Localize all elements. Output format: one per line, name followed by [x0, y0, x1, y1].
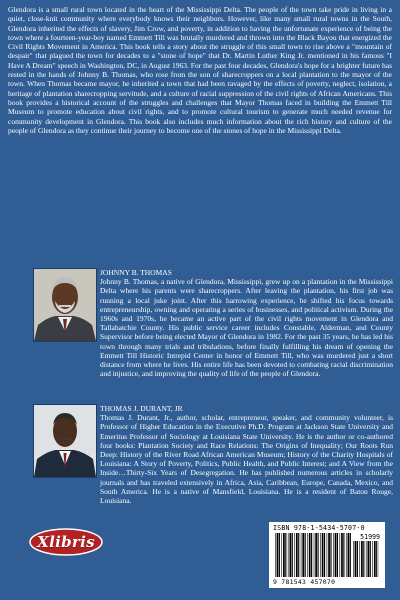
- barcode-bar: [301, 533, 302, 577]
- barcode-bar: [355, 541, 357, 577]
- barcode-bar: [328, 533, 330, 577]
- barcode-bar: [341, 533, 343, 577]
- barcode-bar: [324, 533, 325, 577]
- barcode-bar: [366, 541, 367, 577]
- barcode-bar: [277, 533, 279, 577]
- author-bio: Thomas J. Durant, Jr., author, scholar, entrepreneur, speaker, and community volunteer, is Professor of Higher Education in the Executive Ph.D. Program at Jackson State University and Emeritus Professor of Sociology at Louisiana State University. He is the author or co-authored four books: Plantation Society and Race Relations: The Origins of Inequality; Our Roots Run Deep: History of the River Road African American Museum; History of the Charity Hospitals of Louisiana: A Story of Poverty, Politics, Public Health, and Public Interest; and A View from the Inside…Thirty-Six Years of Desegregation. He has published numerous articles in scholarly journals and has traveled extensively in Africa, Asia, Caribbean, Europe, Canada, Mexico, and South America. He is a native of Mansfield, Louisiana. He is a resident of Baton Rouge, Louisiana.: [100, 413, 393, 506]
- barcode-bar: [322, 533, 324, 577]
- barcode-bar: [337, 533, 338, 577]
- barcode-bar: [368, 541, 370, 577]
- barcode-bar: [327, 533, 328, 577]
- author-bio-text-durant: [100, 404, 393, 505]
- barcode-bar: [376, 541, 377, 577]
- book-description: Glendora is a small rural town located in the heart of the Mississippi Delta. The people of the town take pride in living in a quiet, close-knit community where everybody knows their neighbors. However, like many small rural towns in the South, Glendora inherited the effects of slavery, Jim Crow, and poverty, in addition to having the unfortunate experience of being the town where a fourteen-year-boy named Emmett Till was brutally murdered and thrown into the Black Bayou that energized the Civil Rights Movement in America. This book tells a story about the struggle of this small town to rise above a "mountain of despair" that plagued the town for decades to a "stone of hope" that Dr. Martin Luther King Jr. mentioned in his famous "I Have A Dream" speech in Washington, DC, in August 1963. For the past four decades, Glendora's hope for a brighter future has rested in the hands of Johnny B. Thomas, who rose from the son of sharecroppers on a local plantation to the mayor of the town. When Thomas became mayor, he inherited a town that had been ravaged by the effects of poverty, neglect, isolation, a heritage of plantation sharecropping servitude, and a culture of racial suppression of the civil rights of African Americans. This book provides a historical account of the struggles and challenges that Mayor Thomas faced in building the Emmett Till Museum to promote education about civil rights, and to promote cultural tourism to generate much needed revenue for community development in Glendora. This book also includes much information about the rich history and culture of the people of Glendora as they continue their journey to become one of the stones of hope in the Mississippi Delta.: [8, 5, 392, 135]
- barcode-bar: [285, 533, 286, 577]
- author-name: THOMAS J. DURANT, JR: [100, 404, 183, 413]
- barcode-bar: [298, 533, 299, 577]
- barcode-bar: [335, 533, 337, 577]
- price-code: 51999: [360, 533, 380, 541]
- barcode-bar: [350, 533, 351, 577]
- barcode-bar: [275, 533, 276, 577]
- barcode-bar: [340, 533, 341, 577]
- barcode-bar: [370, 541, 371, 577]
- barcode-addon-bars: [353, 541, 379, 577]
- barcode-bar: [348, 533, 350, 577]
- barcode-bar: [363, 541, 364, 577]
- barcode-bar: [343, 533, 344, 577]
- barcode-bar: [314, 533, 315, 577]
- barcode-bar: [294, 533, 295, 577]
- barcode-bar: [309, 533, 311, 577]
- barcode-bar: [288, 533, 289, 577]
- barcode-bar: [307, 533, 308, 577]
- xlibris-logo: [28, 526, 104, 558]
- barcode-bar: [302, 533, 304, 577]
- barcode-bar: [320, 533, 321, 577]
- barcode-bar: [372, 541, 373, 577]
- barcode-bar: [333, 533, 334, 577]
- barcode-bar: [296, 533, 298, 577]
- barcode-bar: [330, 533, 331, 577]
- barcode-bar: [290, 533, 292, 577]
- barcode-bar: [357, 541, 358, 577]
- barcode-bar: [315, 533, 317, 577]
- barcode-bar: [292, 533, 293, 577]
- barcode-bar: [359, 541, 360, 577]
- barcode-bar: [353, 541, 354, 577]
- barcode-bars: [275, 533, 351, 577]
- barcode-bar: [305, 533, 306, 577]
- isbn-barcode: [269, 522, 385, 588]
- barcode-bar: [361, 541, 363, 577]
- author-bio: Johnny B. Thomas, a native of Glendora, Mississippi, grew up on a plantation in the Mississippi Delta where his parents were sharecroppers. After leaving the plantation, his first job was running a local juke joint. After this harrowing experience, he shifted his focus towards entrepreneurship, owning and operating a series of businesses, and political activism. During the 1960s and 1970s, he became an active part of the civil rights movement in Glendora and Tallahatchie County. His public service career includes Constable, Alderman, and County Supervisor before being elected Mayor of Glendora in 1982. For the past 35 years, he has led his town through many trials and tribulations, before finally fulfilling his dream of opening the Emmett Till Historic Intrepid Center in honor of Emmett Till, who was murdered just a short distance from where he lives. His entire life has been devoted to combating racial discrimination and injustice, and improving the quality of life of the people of Glendora.: [100, 277, 393, 379]
- barcode-bar: [281, 533, 282, 577]
- barcode-bar: [283, 533, 285, 577]
- barcode-bar: [346, 533, 347, 577]
- isbn-digits: 9 781543 457070: [273, 578, 336, 586]
- author-bio-text-thomas: [100, 268, 393, 378]
- isbn-text: ISBN 978-1-5434-5707-0: [273, 524, 365, 532]
- publisher-name: Xlibris: [37, 533, 95, 551]
- barcode-bar: [318, 533, 319, 577]
- barcode-bar: [374, 541, 376, 577]
- barcode-bar: [311, 533, 312, 577]
- author-photo-johnny-thomas: [33, 268, 97, 342]
- author-name: JOHNNY B. THOMAS: [100, 268, 172, 277]
- barcode-bar: [279, 533, 280, 577]
- author-photo-thomas-durant: [33, 404, 97, 478]
